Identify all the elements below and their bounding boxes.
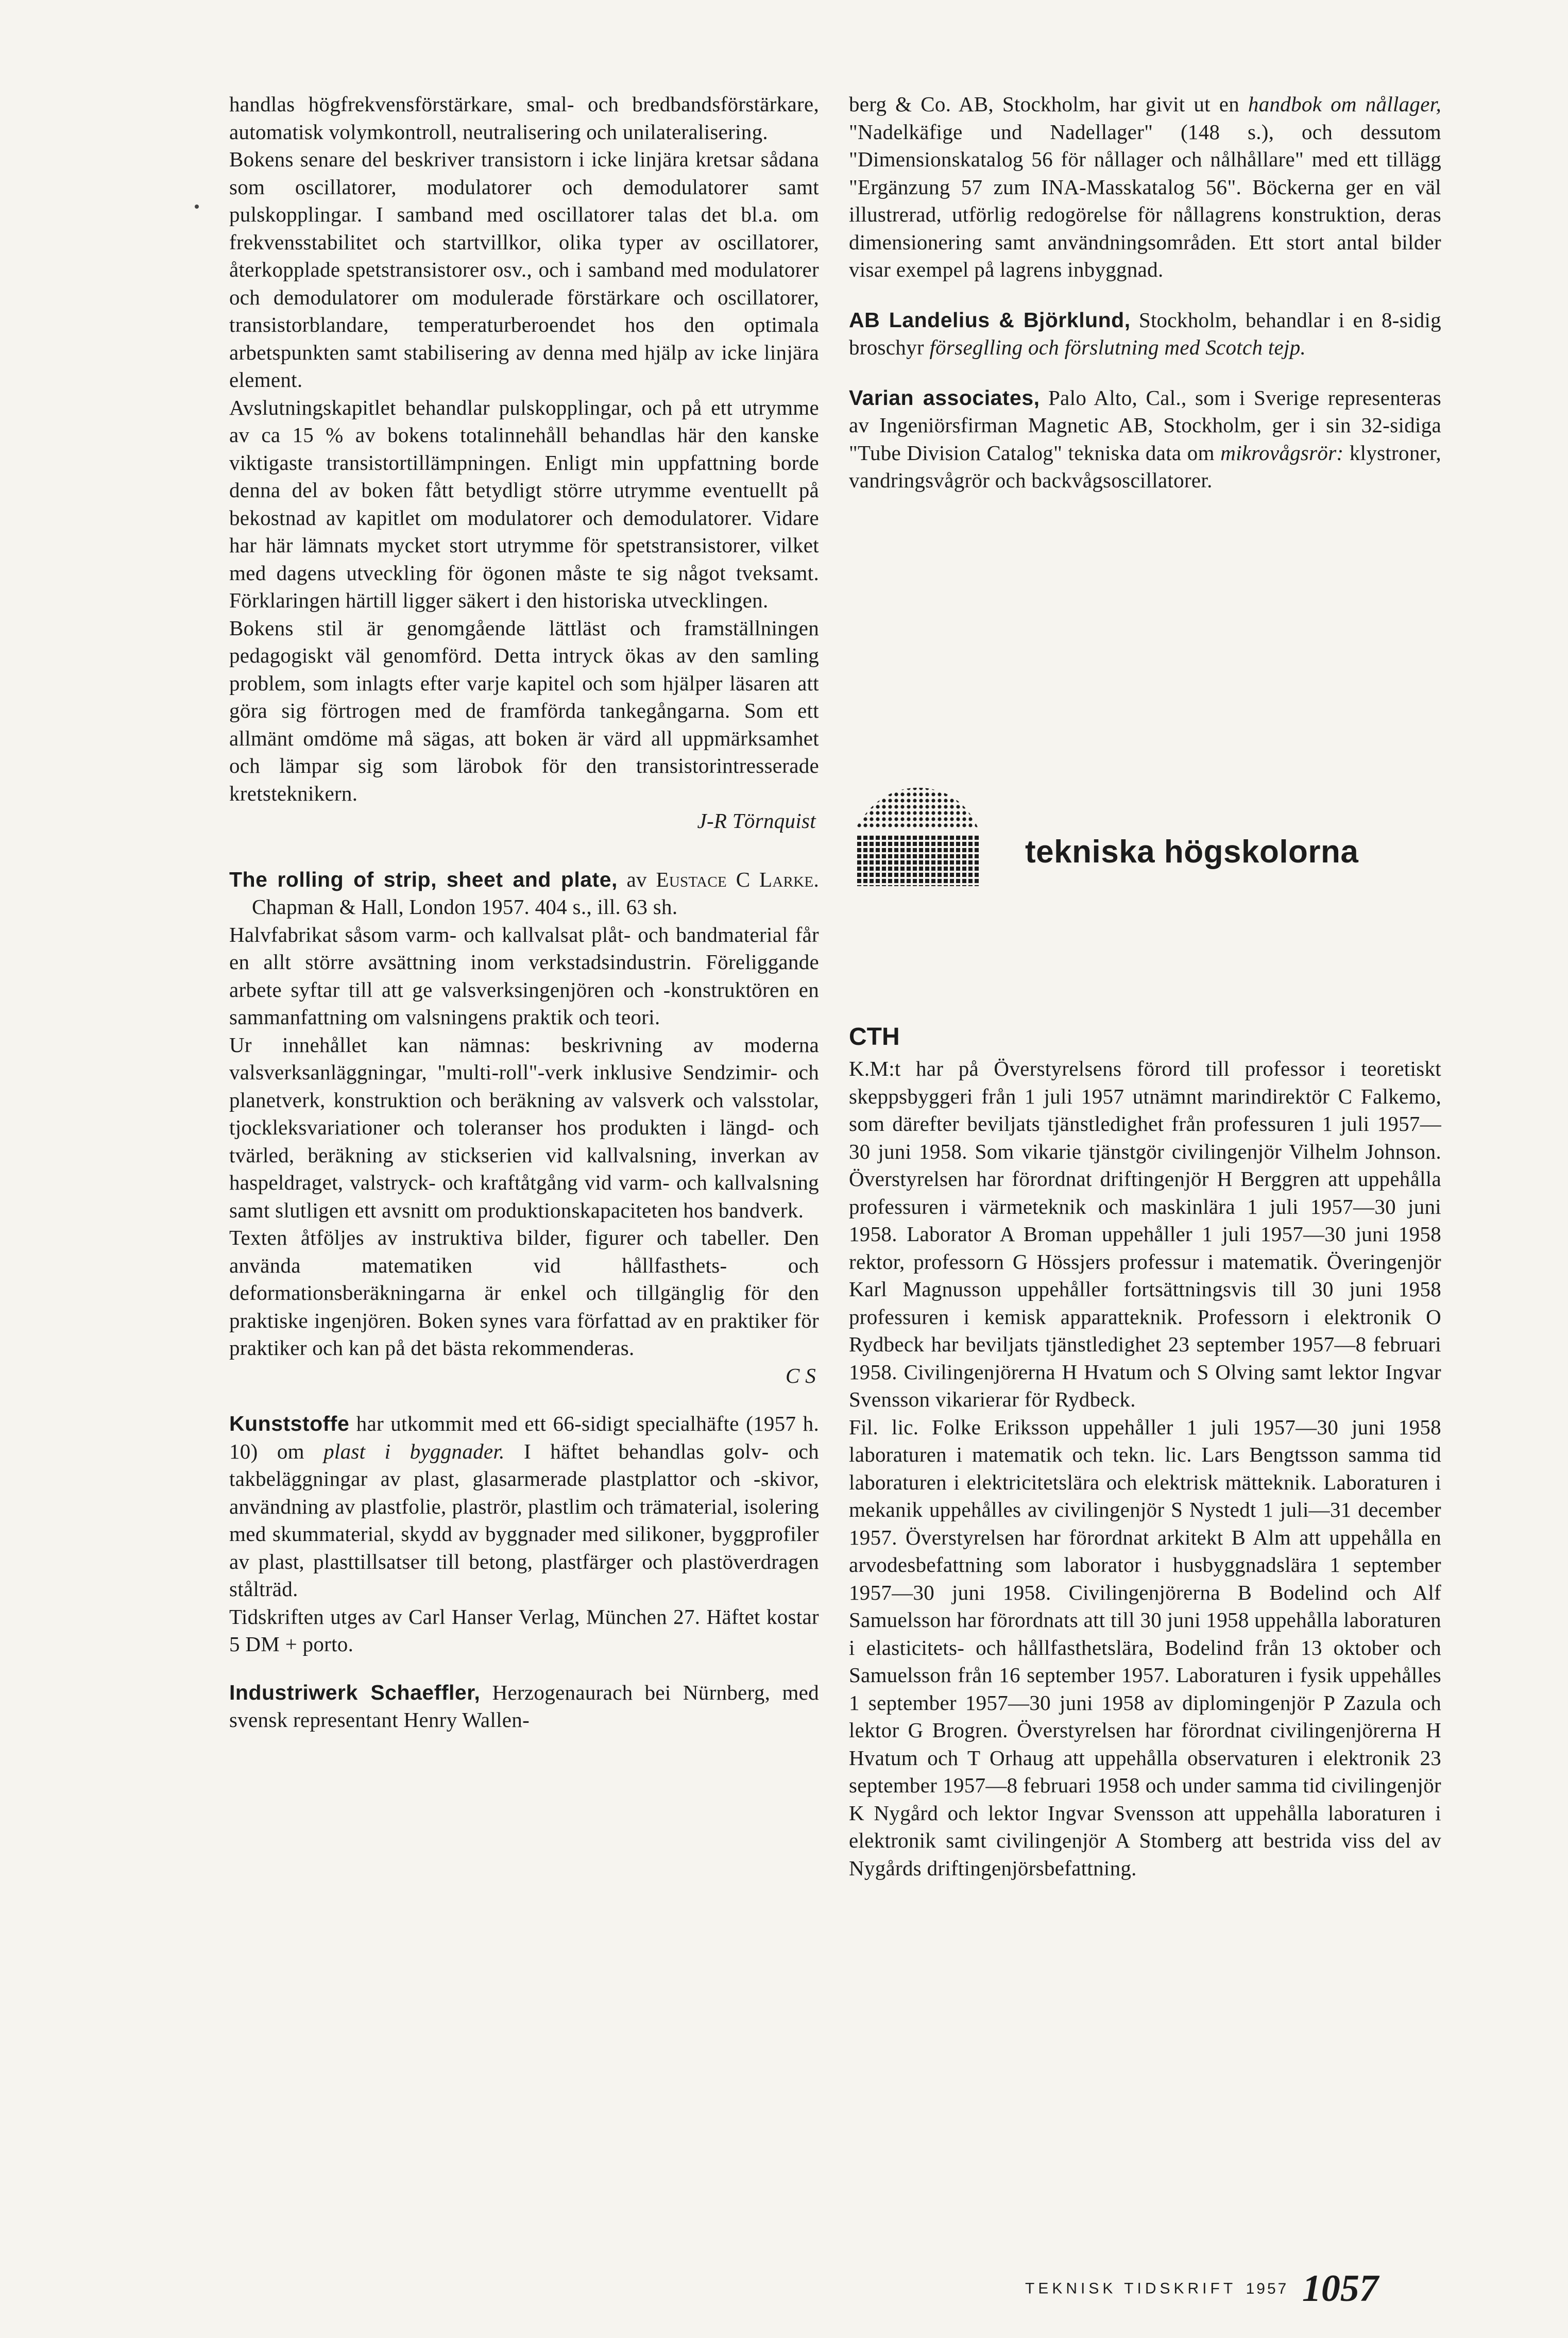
left-column [229,91,819,1734]
notice-kunststoffe: Kunststoffe har utkommit med ett 66-sidigt specialhäfte (1957 h. 10) om plast i byggnader. I häftet behandlas golv- och takbeläggningar av plast, glasarmerade plastplattor och -skivor, användning av plastfolie, plaströr, plastlim och trämaterial, isolering med skummaterial, skydd av byggnader med silikoner, byggprofiler av plast, plasttillsatser till betong, plastfärger och plastöverdragen stålträd. [229,1412,819,1601]
paragraph: Fil. lic. Folke Eriksson uppehåller 1 juli 1957—30 juni 1958 laboraturen i matematik och tekn. lic. Lars Bengtsson samma tid laboraturen i elektricitetslära och elektrisk mätteknik. Laboraturen i mekanik uppehålles av civilingenjör S Nystedt 1 juli—31 december 1957. Överstyrelsen har förordnat arkitekt B Alm att uppehålla en arvodesbefattning som laborator i husbyggnadslära 1 september 1957—30 juni 1958. Civilingenjörerna B Bodelind och Alf Samuelsson har förordnats att till 30 juni 1958 uppehålla laboraturen i elasticitets- och hållfasthetslära, Bodelind från 13 oktober och Samuelsson från 16 september 1957. Laboraturen i fysik uppehålles 1 september 1957—30 juni 1958 av diplomingenjör P Zazula och lektor G Brogren. Överstyrelsen har förordnat civilingenjörerna H Hvatum och T Orhaug att uppehålla observaturen i elektronik 23 september 1957—8 februari 1958 och under samma tid civilingenjör K Nygård och lektor Ingvar Svensson att uppehålla laboraturen i elektronik samt civilingenjör A Stomberg att bestrida viss del av Nygårds driftingenjörsbefattning. [849,1415,1441,1880]
notice-title: AB Landelius & Björklund, [849,308,1131,332]
notice-varian: Varian associates, Palo Alto, Cal., som i Sverige representeras av Ingeniörsfirman Magnetic AB, Stockholm, ger i sin 32-sidiga "Tube Division Catalog" tekniska data om mikrovågsrör: klystroner, vandringsvågrör och backvågsoscillatorer. [849,385,1441,492]
notice-schaeffler: Industriwerk Schaeffler, Herzogenaurach bei Nürnberg, med svensk representant Henry Wallen- [229,1680,819,1732]
cth-heading: CTH [849,1023,900,1051]
dotted-logo-icon [850,773,984,891]
notice-landelius: AB Landelius & Björklund, Stockholm, behandlar i en 8-sidig broschyr förseglling och förslutning med Scotch tejp. [849,308,1441,359]
section-title: tekniska högskolorna [1025,834,1359,870]
notice-ina: berg & Co. AB, Stockholm, har givit ut en handbok om nållager, "Nadelkäfige und Nadellager" (148 s.), och dessutom "Dimensionskatalog 56 för nållager och nålhållare" med ett tillägg "Ergänzung 57 zum INA-Masskatalog 56". Böckerna ger en väl illustrerad, utförlig redogörelse för nållagrens konstruktion, deras dimensionering samt användningsområden. Ett stort antal bilder visar exempel på lagrens inbyggnad. [849,92,1441,281]
page-footer [1025,2267,1378,2311]
signature: C S [786,1363,816,1387]
journal-name: TEKNISK TIDSKRIFT [1025,2280,1237,2297]
review-heading-rolling: The rolling of strip, sheet and plate, av Eustace C Larke. Chapman & Hall, London 1957. 404 s., ill. 63 sh. [229,867,819,919]
paragraph: Avslutningskapitlet behandlar pulskopplingar, och på ett utrymme av ca 15 % av bokens totalinnehåll behandlas här den kanske viktigaste transistortillämpningen. Enligt min uppfattning borde denna del av boken fått betydligt större utrymme eventuellt på bekostnad av kapitlet om modulatorer och demodulatorer. Vidare har här lämnats mycket stort utrymme för spetstransistorer, vilket med dagens utveckling för ögonen måste te sig något tveksamt. Förklaringen härtill ligger säkert i den historiska utvecklingen. [229,395,819,612]
signature: J-R Törnquist [697,809,816,833]
notice-title: Kunststoffe [229,1412,350,1435]
book-title: The rolling of strip, sheet and plate, [229,867,618,891]
paragraph: Tidskriften utges av Carl Hanser Verlag, München 27. Häftet kostar 5 DM + porto. [229,1604,819,1656]
paragraph: K.M:t har på Överstyrelsens förord till professor i teoretiskt skeppsbyggeri från 1 juli 1957 utnämnt marindirektör C Falkemo, som därefter beviljats tjänstledighet från professuren 1 juli 1957—30 juni 1958. Som vikarie tjänstgör civilingenjör Vilhelm Johnson. Överstyrelsen har förordnat driftingenjör H Berggren att uppehålla professuren i värmeteknik och maskinlära 1 juli 1957—30 juni 1958. Laborator A Broman uppehåller 1 juli 1957—30 juni 1958 rektor, professorn G Hössjers professur i matematik. Överingenjör Karl Magnusson uppehåller fortsättningsvis till 30 juni 1958 professuren i kemisk apparatteknik. Professorn i elektronik O Rydbeck har beviljats tjänstledighet 23 september 1957—8 februari 1958. Civilingenjörerna H Hvatum och S Olving samt lektor Ingvar Svensson vikarierar för Rydbeck. [849,1057,1441,1411]
paragraph: handlas högfrekvensförstärkare, smal- och bredbandsförstärkare, automatisk volymkontroll, neutralisering och unilateralisering. [229,92,819,144]
page-number: 1057 [1302,2267,1378,2310]
paragraph: Ur innehållet kan nämnas: beskrivning av moderna valsverksanläggningar, "multi-roll"-verk inklusive Sendzimir- och planetverk, konstruktion och beräkning av valsverk och valsstolar, tjockleksvariationer och toleranser hos produkten i längd- och tvärled, beräkning av stickserien vid kallvalsning, inverkan av haspeldraget, valstryck- och kraftåtgång vid varm- och kallvalsning samt slutligen ett avsnitt om produktionskapaciteten hos bandverk. [229,1032,819,1222]
margin-mark [195,205,199,209]
paragraph: Halvfabrikat såsom varm- och kallvalsat plåt- och bandmaterial får en allt större avsättning inom verkstadsindustrin. Föreliggande arbete syftar till att ge valsverksingenjören och -konstruktören en sammanfattning om valsningens praktik och teori. [229,922,819,1029]
book-details: Chapman & Hall, London 1957. 404 s., ill. 63 sh. [252,895,678,919]
paragraph: Bokens stil är genomgående lättläst och framställningen pedagogiskt väl genomförd. Detta intryck ökas av den samling problem, som inlagts efter varje kapitel och som hjälper läsaren att göra sig förtrogen med de framförda tankegångarna. Som ett allmänt omdöme må sägas, att boken är värd all uppmärksamhet och lämpar sig som lärobok för den transistorintresserade kretsteknikern. [229,616,819,805]
notice-title: Industriwerk Schaeffler, [229,1680,481,1704]
book-author: Eustace C Larke. [656,867,819,891]
right-column [849,91,1441,495]
paragraph: Bokens senare del beskriver transistorn i icke linjära kretsar sådana som oscillatorer, modulatorer och demodulatorer samt pulskopplingar. I samband med oscillatorer talas det bl.a. om frekvensstabilitet och startvillkor, olika typer av oscillatorer, återkopplade spetstransistorer osv., och i samband med modulatorer och demodulatorer om modulerade förstärkare och oscillatorer, transistorblandare, temperaturberoendet hos den optimala arbetspunkten samt stabilisering av denna med hjälp av icke linjära element. [229,147,819,392]
paragraph: Texten åtföljes av instruktiva bilder, figurer och tabeller. Den använda matematiken vid hållfasthets- och deformationsberäkningarna är enkel och tillgänglig för den praktiske ingenjören. Boken synes vara författad av en praktiker för praktiker och kan på det bästa rekommenderas. [229,1226,819,1360]
journal-year: 1957 [1246,2280,1289,2297]
section-banner [850,773,1442,907]
cth-section [849,1023,1441,1882]
notice-title: Varian associates, [849,385,1040,410]
